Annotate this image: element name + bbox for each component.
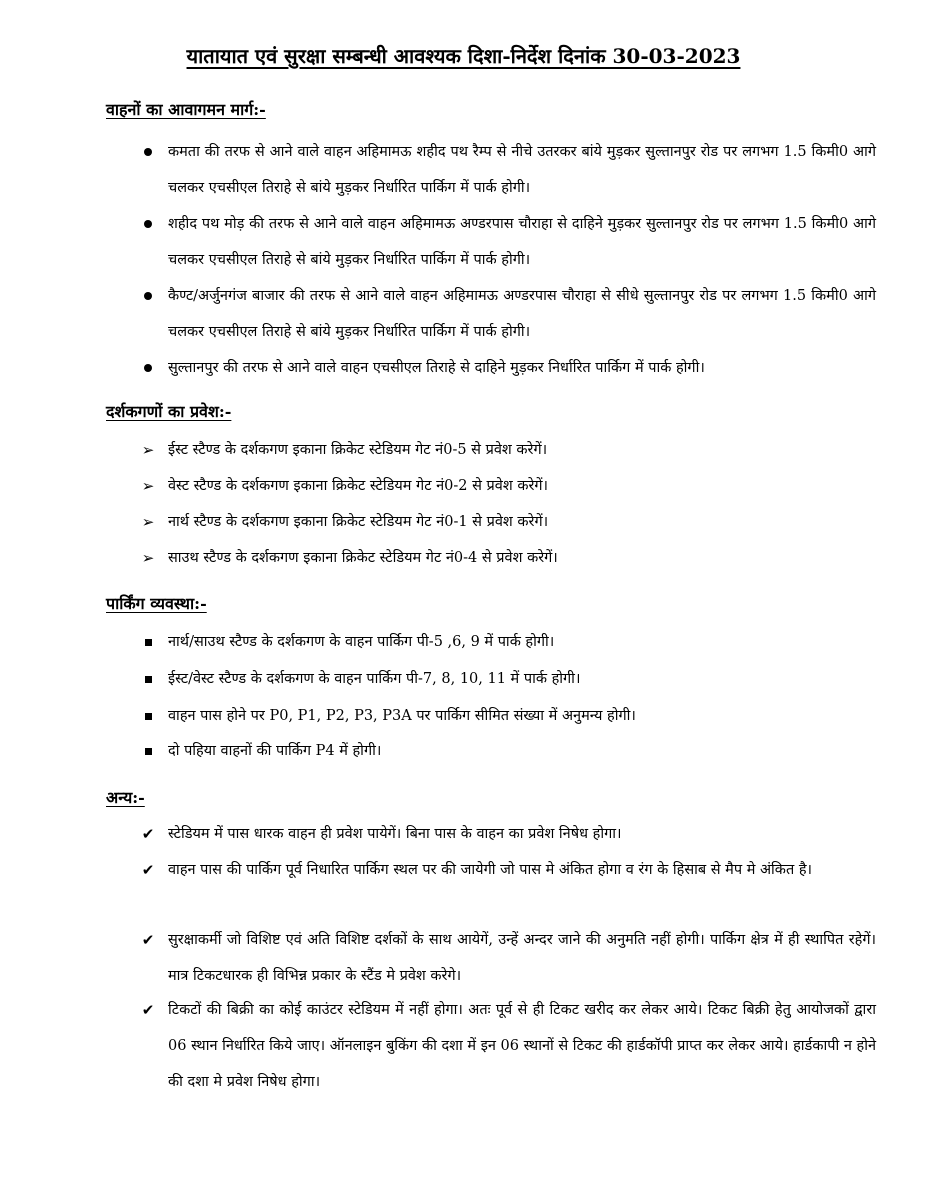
square-bullet-icon [136,624,160,660]
list-item [136,852,876,888]
list-item [136,624,876,660]
list-item [136,278,876,350]
arrow-right-icon: ➢ [141,441,155,459]
arrow-right-icon: ➢ [141,477,155,495]
list-item-text: सुरक्षाकर्मी जो विशिष्ट एवं अति विशिष्ट दर्शकों के साथ आयेगें, उन्हें अन्दर जाने की अनुमति नहीं होगी। पार्किग क्षेत्र में ही स्थापित रहेगें। मात्र टिकटधारक ही विभिन्न प्रकार के स्टैंड मे प्रवेश करेगे। [168,932,876,984]
list-item-text: वाहन पास होने पर P0, P1, P2, P3, P3A पर पार्किग सीमित संख्या में अनुमन्य होगी। [168,708,636,724]
list-item-text: कमता की तरफ से आने वाले वाहन अहिमामऊ शहीद पथ रैम्प से नीचे उतरकर बांये मुड़कर सुल्तानपुर रोड पर लगभग 1.5 किमी0 आगे चलकर एचसीएल तिराहे से बांये मुड़कर निर्धारित पार्किग में पार्क होगी। [168,144,876,196]
list-item [136,992,876,1100]
bullet-icon [136,206,160,242]
arrow-right-icon: ➢ [141,513,155,531]
section-heading-other: अन्य:- [106,788,145,807]
list-item-text: टिकटों की बिक्री का कोई काउंटर स्टेडियम में नहीं होगा। अतः पूर्व से ही टिकट खरीद कर लेकर आये। टिकट बिक्री हेतु आयोजकों द्वारा 06 स्थान निर्धारित किये जाए। ऑनलाइन बुकिंग की दशा में इन 06 स्थानों से टिकट की हार्डकॉपी प्राप्त कर लेकर आये। हार्डकापी न होने की दशा मे प्रवेश निषेध होगा। [168,1002,876,1090]
list-item-text: स्टेडियम में पास धारक वाहन ही प्रवेश पायेगें। बिना पास के वाहन का प्रवेश निषेध होगा। [168,826,622,842]
list-item [136,432,876,468]
bullet-icon [136,350,160,386]
square-bullet-icon [136,661,160,697]
list-item-text: कैण्ट/अर्जुनगंज बाजार की तरफ से आने वाले वाहन अहिमामऊ अण्डरपास चौराहा से सीधे सुल्तानपुर रोड पर लगभग 1.5 किमी0 आगे चलकर एचसीएल तिराहे से बांये मुड़कर निर्धारित पार्किग में पार्क होगी। [168,288,876,340]
checkmark-icon: ✔ [141,1001,155,1019]
section-heading-parking: पार्किंग व्यवस्था:- [106,594,207,613]
list-item-text: नार्थ स्टैण्ड के दर्शकगण इकाना क्रिकेट स्टेडियम गेट नं0-1 से प्रवेश करेगें। [168,514,549,530]
document-title [0,42,927,69]
list-item [136,468,876,504]
list-item [136,816,876,852]
list-item [136,698,876,734]
list-item [136,540,876,576]
list-item-text: शहीद पथ मोड़ की तरफ से आने वाले वाहन अहिमामऊ अण्डरपास चौराहा से दाहिने मुड़कर सुल्तानपुर रोड पर लगभग 1.5 किमी0 आगे चलकर एचसीएल तिराहे से बांये मुड़कर निर्धारित पार्किग में पार्क होगी। [168,216,876,268]
checkmark-icon: ✔ [141,931,155,949]
section-heading-vehicle-routes: वाहनों का आवागमन मार्ग:- [106,100,266,119]
list-item [136,350,876,386]
arrow-right-icon: ➢ [141,549,155,567]
bullet-icon [136,278,160,314]
list-item [136,733,876,769]
list-item [136,922,876,994]
list-item-text: नार्थ/साउथ स्टैण्ड के दर्शकगण के वाहन पार्किग पी-5 ,6, 9 में पार्क होगी। [168,634,555,650]
list-item-text: दो पहिया वाहनों की पार्किग P4 में होगी। [168,743,382,759]
list-item-text: साउथ स्टैण्ड के दर्शकगण इकाना क्रिकेट स्टेडियम गेट नं0-4 से प्रवेश करेगें। [168,550,558,566]
list-item-text: सुल्तानपुर की तरफ से आने वाले वाहन एचसीएल तिराहे से दाहिने मुड़कर निर्धारित पार्किग में पार्क होगी। [168,360,705,376]
checkmark-icon: ✔ [141,861,155,879]
list-item-text: ईस्ट स्टैण्ड के दर्शकगण इकाना क्रिकेट स्टेडियम गेट नं0-5 से प्रवेश करेगें। [168,442,548,458]
list-item [136,661,876,697]
square-bullet-icon [136,733,160,769]
list-item-text: वेस्ट स्टैण्ड के दर्शकगण इकाना क्रिकेट स्टेडियम गेट नं0-2 से प्रवेश करेगें। [168,478,549,494]
document-title-text: यातायात एवं सुरक्षा सम्बन्धी आवश्यक दिशा-निर्देश दिनांक 30-03-2023 [186,44,741,68]
list-item [136,206,876,278]
list-item-text: ईस्ट/वेस्ट स्टैण्ड के दर्शकगण के वाहन पार्किग पी-7, 8, 10, 11 में पार्क होगी। [168,671,581,687]
list-item-text: वाहन पास की पार्किग पूर्व निधारित पार्किग स्थल पर की जायेगी जो पास मे अंकित होगा व रंग के हिसाब से मैप मे अंकित है। [168,862,813,878]
list-item [136,504,876,540]
list-item [136,134,876,206]
bullet-icon [136,134,160,170]
checkmark-icon: ✔ [141,825,155,843]
square-bullet-icon [136,698,160,734]
section-heading-spectator-entry: दर्शकगणों का प्रवेश:- [106,402,232,421]
